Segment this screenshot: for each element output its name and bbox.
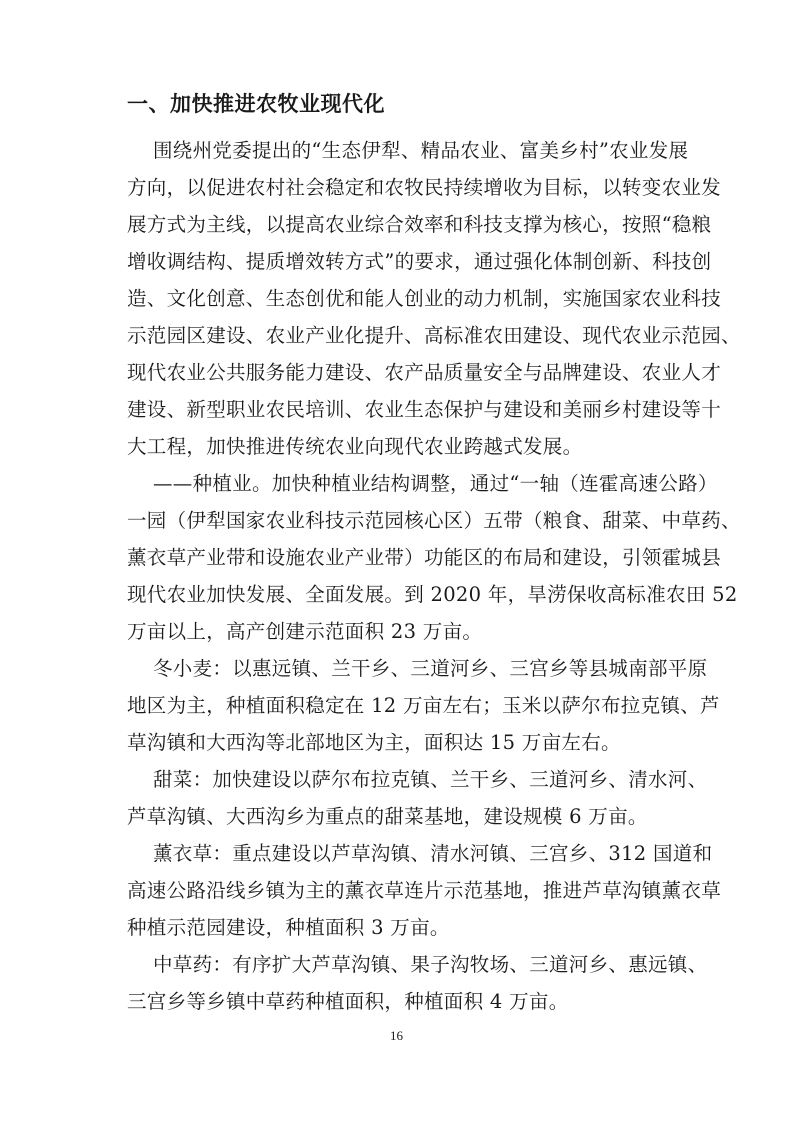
body-line: 万亩以上，高产创建示范面积 23 万亩。 <box>127 620 483 643</box>
body-line: 方向，以促进农村社会稳定和农牧民持续增收为目标，以转变农业发 <box>127 176 722 199</box>
body-line: 地区为主，种植面积稳定在 12 万亩左右；玉米以萨尔布拉克镇、芦 <box>127 694 720 717</box>
body-line: 大工程，加快推进传统农业向现代农业跨越式发展。 <box>127 435 583 458</box>
body-line: 草沟镇和大西沟等北部地区为主，面积达 15 万亩左右。 <box>127 731 621 754</box>
body-line: 高速公路沿线乡镇为主的薰衣草连片示范基地，推进芦草沟镇薰衣草 <box>127 879 722 902</box>
body-line: 薰衣草：重点建设以芦草沟镇、清水河镇、三宫乡、312 国道和 <box>127 842 713 865</box>
body-line: 增收调结构、提质增效转方式”的要求，通过强化体制创新、科技创 <box>127 250 712 273</box>
section-heading: 一、加快推进农牧业现代化 <box>127 92 385 116</box>
body-line: 示范园区建设、农业产业化提升、高标准农田建设、现代农业示范园、 <box>127 324 741 347</box>
body-line: 现代农业加快发展、全面发展。到 2020 年，旱涝保收高标准农田 52 <box>127 583 738 606</box>
body-line: 芦草沟镇、大西沟乡为重点的甜菜基地，建设规模 6 万亩。 <box>127 805 648 828</box>
body-line: 冬小麦：以惠远镇、兰干乡、三道河乡、三宫乡等县城南部平原 <box>127 657 708 680</box>
body-line: 薰衣草产业带和设施农业产业带）功能区的布局和建设，引领霍城县 <box>127 546 722 569</box>
body-line: 一园（伊犁国家农业科技示范园核心区）五带（粮食、甜菜、中草药、 <box>127 509 741 532</box>
page-number: 16 <box>390 1028 403 1043</box>
body-line: 建设、新型职业农民培训、农业生态保护与建设和美丽乡村建设等十 <box>127 398 722 421</box>
body-line: 造、文化创意、生态创优和能人创业的动力机制，实施国家农业科技 <box>127 287 722 310</box>
body-line: 现代农业公共服务能力建设、农产品质量安全与品牌建设、农业人才 <box>127 361 722 384</box>
body-line: 种植示范园建设，种植面积 3 万亩。 <box>127 916 450 939</box>
body-line: 甜菜：加快建设以萨尔布拉克镇、兰干乡、三道河乡、清水河、 <box>127 768 708 791</box>
body-line: 中草药：有序扩大芦草沟镇、果子沟牧场、三道河乡、惠远镇、 <box>127 953 708 976</box>
body-line: 展方式为主线，以提高农业综合效率和科技支撑为核心，按照“稳粮 <box>127 213 712 236</box>
body-line: 围绕州党委提出的“生态伊犁、精品农业、富美乡村”农业发展 <box>127 139 689 162</box>
body-line: 三宫乡等乡镇中草药种植面积，种植面积 4 万亩。 <box>127 990 569 1013</box>
body-line: ——种植业。加快种植业结构调整，通过“一轴（连霍高速公路） <box>127 472 718 495</box>
